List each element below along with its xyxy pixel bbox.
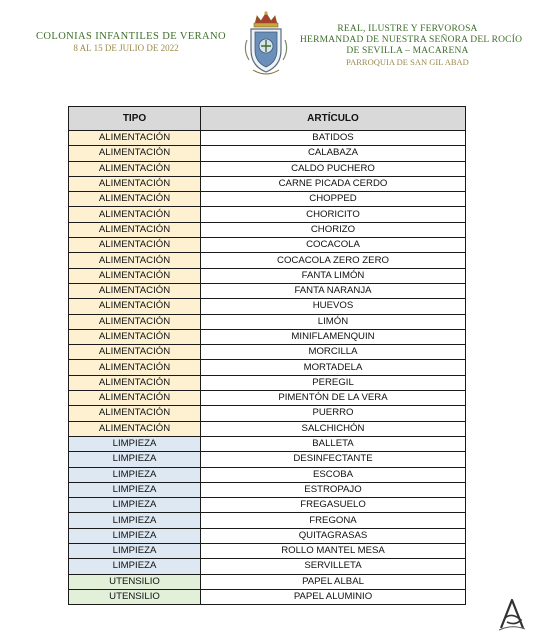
cell-tipo: ALIMENTACIÓN [69, 131, 201, 146]
table-row [69, 528, 466, 543]
cell-tipo: LIMPIEZA [69, 452, 201, 467]
cell-tipo: ALIMENTACIÓN [69, 283, 201, 298]
cell-tipo: ALIMENTACIÓN [69, 406, 201, 421]
table-body [69, 131, 466, 605]
table-row [69, 146, 466, 161]
cell-tipo: ALIMENTACIÓN [69, 421, 201, 436]
cell-tipo: ALIMENTACIÓN [69, 345, 201, 360]
hermandad-crest-icon [241, 10, 291, 80]
cell-articulo: CHORIZO [201, 222, 466, 237]
cell-tipo: LIMPIEZA [69, 528, 201, 543]
cell-articulo: BATIDOS [201, 131, 466, 146]
cell-tipo: UTENSILIO [69, 589, 201, 604]
cell-articulo: ESTROPAJO [201, 482, 466, 497]
cell-articulo: MORCILLA [201, 345, 466, 360]
cell-articulo: MINIFLAMENQUIN [201, 329, 466, 344]
event-title: COLONIAS INFANTILES DE VERANO [36, 31, 226, 42]
table-row [69, 131, 466, 146]
cell-articulo: BALLETA [201, 436, 466, 451]
cell-articulo: QUITAGRASAS [201, 528, 466, 543]
cell-articulo: PEREGIL [201, 375, 466, 390]
table-row [69, 253, 466, 268]
column-header-tipo: TIPO [69, 107, 201, 131]
cell-tipo: LIMPIEZA [69, 559, 201, 574]
table-row [69, 161, 466, 176]
cell-tipo: ALIMENTACIÓN [69, 146, 201, 161]
table-row [69, 436, 466, 451]
cell-tipo: ALIMENTACIÓN [69, 299, 201, 314]
cell-tipo: ALIMENTACIÓN [69, 253, 201, 268]
cell-articulo: PAPEL ALBAL [201, 574, 466, 589]
column-header-articulo: ARTÍCULO [201, 107, 466, 131]
cell-tipo: LIMPIEZA [69, 467, 201, 482]
cell-articulo: CALABAZA [201, 146, 466, 161]
cell-tipo: ALIMENTACIÓN [69, 268, 201, 283]
table-row [69, 207, 466, 222]
cell-tipo: ALIMENTACIÓN [69, 314, 201, 329]
table-row [69, 314, 466, 329]
cell-articulo: FANTA LIMÓN [201, 268, 466, 283]
cell-tipo: ALIMENTACIÓN [69, 360, 201, 375]
table-row [69, 283, 466, 298]
table-row [69, 574, 466, 589]
cell-articulo: CALDO PUCHERO [201, 161, 466, 176]
cell-articulo: FREGASUELO [201, 498, 466, 513]
document-header [0, 0, 533, 90]
cell-articulo: PIMENTÓN DE LA VERA [201, 391, 466, 406]
table-row [69, 299, 466, 314]
cell-tipo: LIMPIEZA [69, 513, 201, 528]
table-row [69, 467, 466, 482]
table-row [69, 498, 466, 513]
event-dates: 8 AL 15 DE JULIO DE 2022 [73, 43, 179, 53]
cell-articulo: ROLLO MANTEL MESA [201, 544, 466, 559]
table-row [69, 406, 466, 421]
table-row [69, 222, 466, 237]
hermandad-line-3: DE SEVILLA – MACARENA [346, 46, 469, 56]
cell-articulo: PAPEL ALUMINIO [201, 589, 466, 604]
cell-tipo: LIMPIEZA [69, 436, 201, 451]
cell-tipo: ALIMENTACIÓN [69, 375, 201, 390]
cell-articulo: ESCOBA [201, 467, 466, 482]
table-row [69, 345, 466, 360]
signature-logo-icon [497, 596, 527, 632]
table-row [69, 452, 466, 467]
hermandad-line-1: REAL, ILUSTRE Y FERVOROSA [337, 24, 478, 34]
cell-tipo: UTENSILIO [69, 574, 201, 589]
table-row [69, 421, 466, 436]
table-row [69, 544, 466, 559]
cell-tipo: LIMPIEZA [69, 482, 201, 497]
cell-articulo: LIMÓN [201, 314, 466, 329]
table-row [69, 589, 466, 604]
table-row [69, 360, 466, 375]
cell-articulo: FANTA NARANJA [201, 283, 466, 298]
cell-articulo: PUERRO [201, 406, 466, 421]
event-heading [36, 31, 226, 53]
cell-tipo: ALIMENTACIÓN [69, 222, 201, 237]
cell-articulo: CHOPPED [201, 192, 466, 207]
table-row [69, 559, 466, 574]
table-row [69, 482, 466, 497]
articles-table [68, 106, 466, 605]
cell-articulo: COCACOLA [201, 238, 466, 253]
cell-articulo: MORTADELA [201, 360, 466, 375]
cell-tipo: ALIMENTACIÓN [69, 238, 201, 253]
table-row [69, 513, 466, 528]
cell-articulo: DESINFECTANTE [201, 452, 466, 467]
cell-tipo: ALIMENTACIÓN [69, 329, 201, 344]
cell-tipo: ALIMENTACIÓN [69, 391, 201, 406]
table-row [69, 268, 466, 283]
cell-articulo: COCACOLA ZERO ZERO [201, 253, 466, 268]
hermandad-line-2: HERMANDAD DE NUESTRA SEÑORA DEL ROCÍO [300, 35, 523, 45]
cell-articulo: SALCHICHÓN [201, 421, 466, 436]
table-row [69, 375, 466, 390]
cell-tipo: LIMPIEZA [69, 544, 201, 559]
hermandad-heading [300, 24, 523, 68]
parroquia-line: PARROQUIA DE SAN GIL ABAD [346, 57, 469, 67]
cell-tipo: ALIMENTACIÓN [69, 161, 201, 176]
table-row [69, 329, 466, 344]
table-header-row [69, 107, 466, 131]
cell-articulo: CHORICITO [201, 207, 466, 222]
cell-articulo: FREGONA [201, 513, 466, 528]
cell-tipo: ALIMENTACIÓN [69, 207, 201, 222]
table-row [69, 391, 466, 406]
cell-articulo: SERVILLETA [201, 559, 466, 574]
cell-tipo: ALIMENTACIÓN [69, 176, 201, 191]
cell-tipo: ALIMENTACIÓN [69, 192, 201, 207]
table-row [69, 238, 466, 253]
cell-articulo: CARNE PICADA CERDO [201, 176, 466, 191]
table-row [69, 176, 466, 191]
cell-tipo: LIMPIEZA [69, 498, 201, 513]
cell-articulo: HUEVOS [201, 299, 466, 314]
table-row [69, 192, 466, 207]
